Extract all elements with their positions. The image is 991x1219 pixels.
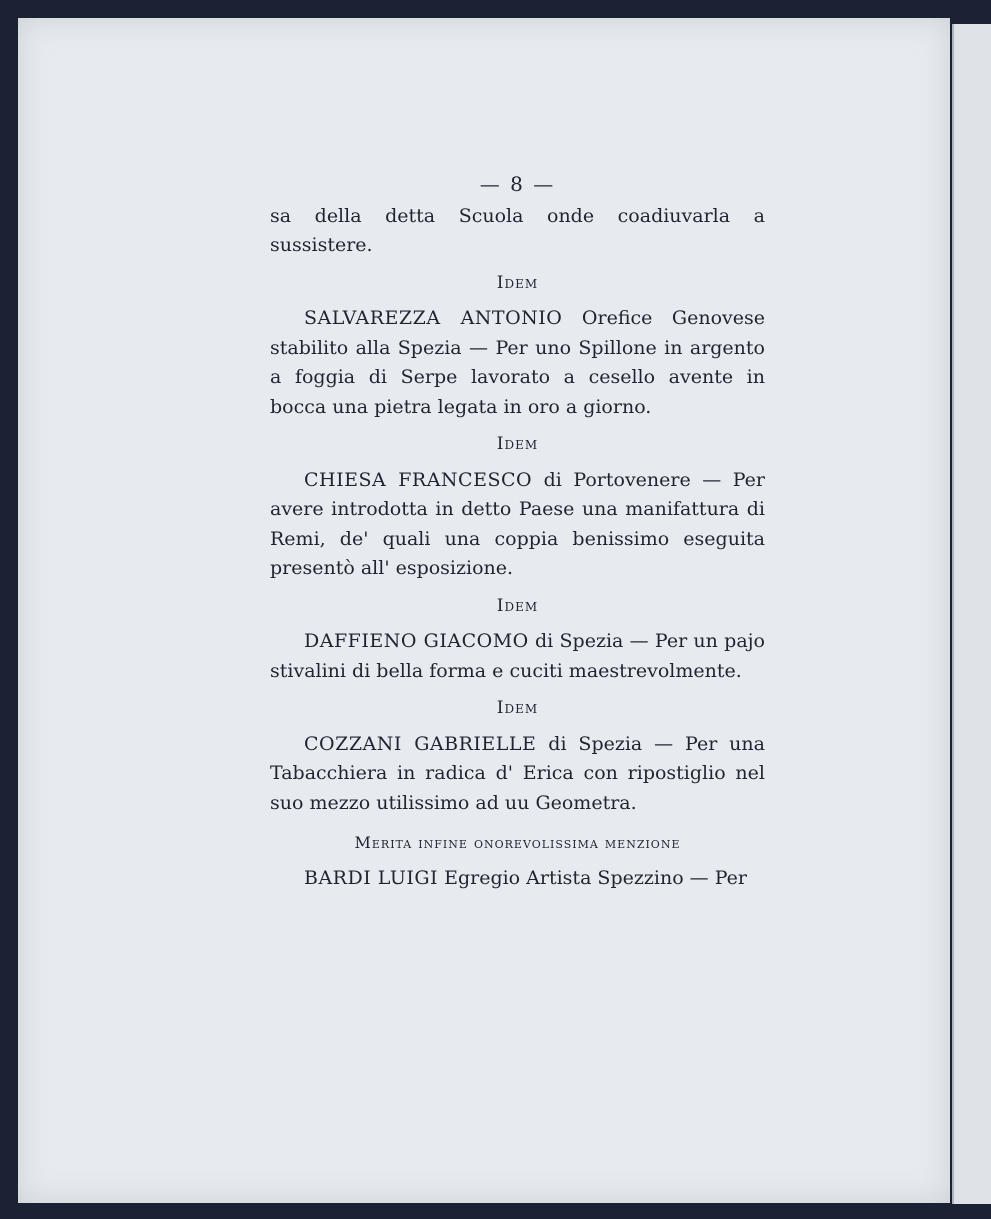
entry-paragraph (270, 304, 765, 422)
entry-name: CHIESA FRANCESCO (304, 468, 533, 491)
entry-1 (270, 269, 765, 423)
entry-heading: Idem (496, 272, 539, 293)
entry-paragraph (270, 466, 765, 584)
entry-text: di Portovenere — Per avere introdotta in detto Paese una manifattura di Remi, de' quali una coppia benissimo eseguita presentò all' esposizione. (270, 468, 765, 579)
entry-text: di Spezia — Per una Tabacchiera in radica d' Erica con ripostiglio nel suo mezzo utilissimo ad uu Geometra. (270, 732, 765, 814)
entry-3 (270, 592, 765, 687)
entry-2 (270, 430, 765, 584)
entry-name: DAFFIENO GIACOMO (304, 630, 529, 652)
page-text (270, 170, 765, 893)
entry-paragraph (270, 627, 765, 686)
entry-name: COZZANI GABRIELLE (304, 732, 537, 755)
entry-name: SALVAREZZA ANTONIO (304, 307, 563, 329)
entry-heading: Idem (496, 434, 539, 454)
entry-text: di Spezia — Per un pajo stivalini di bella forma e cuciti maestrevolmente. (270, 630, 765, 682)
page-number: — 8 — (479, 172, 556, 196)
entry-text: Egregio Artista Spezzino — Per (438, 866, 747, 889)
entry-paragraph (270, 730, 765, 819)
final-entry-paragraph (270, 864, 765, 894)
final-heading: Merita infine onorevolissima menzione (354, 833, 681, 852)
entry-heading: Idem (496, 698, 539, 718)
continuation-paragraph: sa della detta Scuola onde coadiuvarla a sussistere. (270, 204, 765, 256)
entry-heading: Idem (496, 595, 539, 616)
entry-text: Orefice Genovese stabilito alla Spezia — Per uno Spillone in argento a foggia di Serpe lavorato a cesello avente in bocca una pietra legata in oro a giorno. (270, 307, 765, 418)
entry-4 (270, 694, 765, 818)
entry-name: BARDI LUIGI (304, 866, 439, 889)
adjacent-page-edge (952, 24, 991, 1204)
